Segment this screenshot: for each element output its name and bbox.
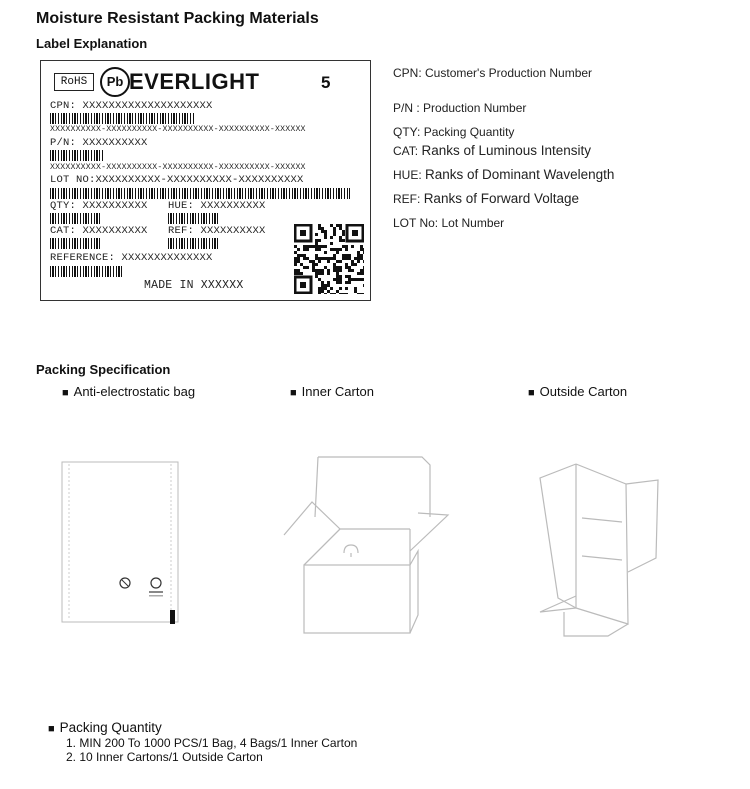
label-made-in: MADE IN XXXXXX bbox=[144, 279, 244, 292]
hue-barcode bbox=[168, 213, 220, 224]
item-outside-carton: ■ Outside Carton bbox=[528, 384, 627, 399]
item-inner-carton: ■ Inner Carton bbox=[290, 384, 374, 399]
legend-desc: Ranks of Luminous Intensity bbox=[421, 143, 592, 158]
lead-free-icon bbox=[100, 67, 130, 97]
label-xline1: XXXXXXXXXX-XXXXXXXXXX-XXXXXXXXXX-XXXXXXXXXX-XXXXXX bbox=[50, 125, 306, 134]
reference-barcode bbox=[50, 266, 122, 277]
legend-key: LOT No: bbox=[393, 216, 439, 230]
cat-barcode bbox=[50, 238, 102, 249]
inner-carton-illustration bbox=[282, 455, 450, 637]
legend-item bbox=[393, 125, 514, 139]
label-cat: CAT: XXXXXXXXXX bbox=[50, 225, 148, 237]
outside-carton-illustration bbox=[538, 462, 662, 640]
packing-spec-heading: Packing Specification bbox=[36, 362, 171, 377]
label-hue: HUE: XXXXXXXXXX bbox=[168, 200, 266, 212]
qty-barcode bbox=[50, 213, 102, 224]
label-lot: LOT NO:XXXXXXXXXX-XXXXXXXXXX-XXXXXXXXXX bbox=[50, 174, 304, 186]
packing-quantity-heading: ■ Packing Quantity bbox=[48, 720, 162, 735]
label-ref: REF: XXXXXXXXXX bbox=[168, 225, 266, 237]
legend-key: HUE: bbox=[393, 168, 422, 182]
brand-logo: EVERLIGHT bbox=[129, 69, 260, 94]
legend-key: REF: bbox=[393, 192, 421, 206]
legend-item bbox=[393, 167, 614, 182]
cpn-barcode bbox=[50, 113, 195, 124]
legend-desc: Customer's Production Number bbox=[425, 66, 593, 80]
pn-barcode bbox=[50, 150, 105, 161]
product-label bbox=[40, 60, 371, 301]
legend-desc: Production Number bbox=[423, 101, 527, 115]
legend-desc: Ranks of Forward Voltage bbox=[423, 191, 580, 206]
legend-item bbox=[393, 191, 579, 206]
item-antistatic-bag: ■ Anti-electrostatic bag bbox=[62, 384, 195, 399]
label-number: 5 bbox=[321, 73, 331, 92]
quantity-line-1: 1. MIN 200 To 1000 PCS/1 Bag, 4 Bags/1 Inner Carton bbox=[66, 736, 358, 750]
legend-item bbox=[393, 143, 591, 158]
label-pn: P/N: XXXXXXXXXX bbox=[50, 137, 148, 149]
legend-key: QTY: bbox=[393, 125, 421, 139]
pb-text: Pb bbox=[106, 74, 124, 89]
legend-item bbox=[393, 66, 592, 80]
ref-barcode bbox=[168, 238, 220, 249]
legend-key: CAT: bbox=[393, 144, 419, 158]
legend-key: CPN: bbox=[393, 66, 422, 80]
antistatic-bag-illustration bbox=[60, 460, 182, 625]
legend-item bbox=[393, 216, 504, 230]
rohs-badge: RoHS bbox=[54, 73, 94, 91]
qr-code-icon bbox=[294, 224, 364, 294]
label-cpn: CPN: XXXXXXXXXXXXXXXXXXXX bbox=[50, 100, 213, 112]
legend-key: P/N : bbox=[393, 101, 420, 115]
label-xline2: XXXXXXXXXX-XXXXXXXXXX-XXXXXXXXXX-XXXXXXXXXX-XXXXXX bbox=[50, 163, 306, 172]
lot-barcode bbox=[50, 188, 350, 199]
page-title: Moisture Resistant Packing Materials bbox=[36, 10, 319, 27]
label-explanation-heading: Label Explanation bbox=[36, 36, 148, 51]
label-reference: REFERENCE: XXXXXXXXXXXXXX bbox=[50, 252, 213, 264]
legend-desc: Ranks of Dominant Wavelength bbox=[425, 167, 615, 182]
legend-desc: Packing Quantity bbox=[423, 125, 515, 139]
legend-item bbox=[393, 101, 526, 115]
quantity-line-2: 2. 10 Inner Cartons/1 Outside Carton bbox=[66, 750, 263, 764]
label-qty: QTY: XXXXXXXXXX bbox=[50, 200, 148, 212]
legend-desc: Lot Number bbox=[441, 216, 505, 230]
